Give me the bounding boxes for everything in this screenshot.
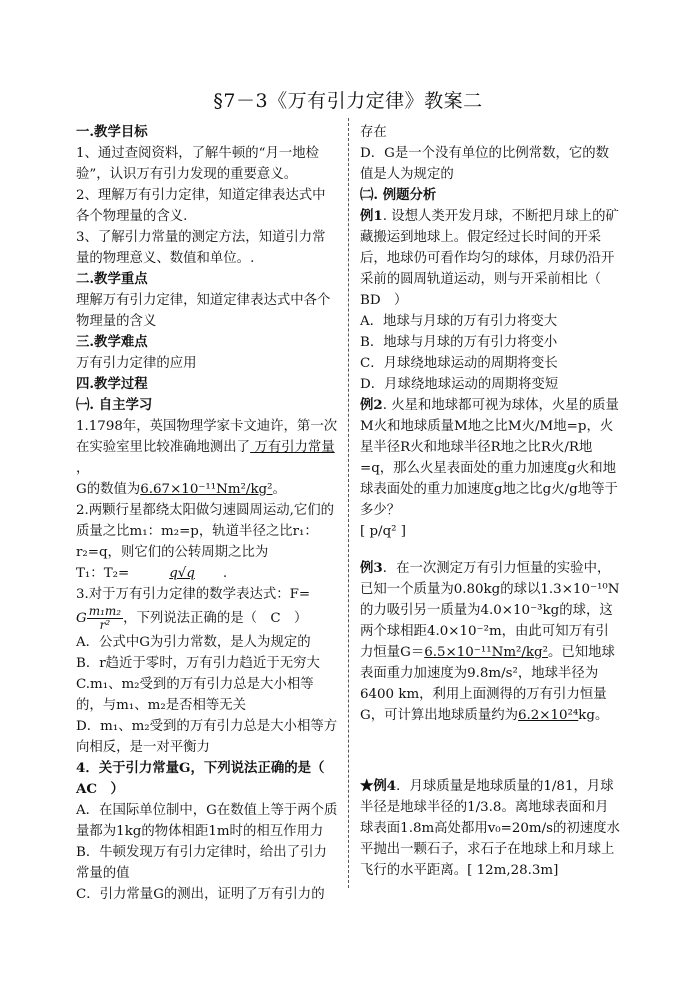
question-3: 3.对于万有引力定律的数学表达式：F= G $\frac{\text{m₁m₂}}{\text{r²}}$ ，下列说法正确的是（ C ）	[76, 587, 311, 632]
e1-option-c: C．月球绕地球运动的周期将变长	[360, 356, 558, 371]
q3-option-c: C.m₁、m₂受到的万有引力总是大小相等的，与m₁、m₂是否相等无关	[76, 677, 314, 713]
examples-heading: ㈡. 例题分析	[360, 187, 437, 203]
example-2: 例2. 火星和地球都可视为球体，火星的质量M火和地球质量M地之比M火/M地=p，火星半径R火和地球半径R地之比R火/R地=q，那么火星表面处的重力加速度g火和地球表面处的重力加速度g地之比g火/g地等于多少？	[360, 397, 619, 518]
e1-option-d: D．月球绕地球运动的周期将变短	[360, 377, 559, 392]
q3-option-b: B．r趋近于零时，万有引力趋近于无穷大	[76, 656, 320, 671]
objective-2: 2、理解万有引力定律，知道定律表达式中各个物理量的含义.	[76, 188, 326, 224]
column-divider	[348, 118, 349, 888]
page-title: §7－3《万有引力定律》教案二	[213, 90, 483, 112]
answer-blank: 6.2×10²⁴	[518, 708, 579, 723]
question-4: 4．关于引力常量G，下列说法正确的是（ AC ）	[76, 760, 338, 797]
answer-blank: 6.5×10⁻¹¹Nm²/kg²	[424, 645, 548, 660]
question-2: 2.两颗行星都绕太阳做匀速圆周运动,它们的质量之比m₁：m₂=p，轨道半径之比r₁：r₂=q，则它们的公转周期之比为 T₁：T₂= q√q .	[76, 503, 335, 581]
q4-option-c: C．引力常量G的测出，证明了万有引力的	[76, 887, 325, 902]
example-3: 例3．在一次测定万有引力恒量的实验中，已知一个质量为0.80kg的球以1.3×10⁻¹⁰N的力吸引另一质量为4.0×10⁻³kg的球，这两个球相距4.0×10⁻²m，由此可知万有引力恒量G＝6.5×10⁻¹¹Nm²/kg²。已知地球表面重力加速度为9.8m/s²，地球半径为6400 km，利用上面测得的万有引力恒量G，可计算出地球质量约为6.2×10²⁴kg。	[360, 560, 620, 723]
e1-option-b: B．地球与月球的万有引力将变小	[360, 335, 558, 350]
right-column	[360, 122, 620, 881]
key-points-body: 理解万有引力定律，知道定律表达式中各个物理量的含义	[76, 293, 331, 329]
example-1: 例1. 设想人类开发月球，不断把月球上的矿藏搬运到地球上。假定经过长时间的开采后，地球仍可看作均匀的球体，月球仍沿开采前的圆周轨道运动，则与开采前相比（ BD ）	[360, 208, 619, 308]
answer-blank: q√q	[169, 566, 195, 581]
answer-blank: 6.67×10⁻¹¹Nm²/kg²	[140, 482, 273, 497]
section-process-heading: 四.教学过程	[76, 376, 148, 392]
section-objectives-heading: 一.教学目标	[76, 124, 148, 140]
section-difficulty-heading: 三.教学难点	[76, 334, 148, 350]
question-1: 1.1798年，英国物理学家卡文迪许，第一次在实验室里比较准确地测出了 万有引力常量 ， G的数值为6.67×10⁻¹¹Nm²/kg²。	[76, 419, 338, 497]
objective-1: 1、通过查阅资料，了解牛顿的“月一地检验”，认识万有引力发现的重要意义。	[76, 146, 320, 182]
gravity-fraction: $\frac{\text{m₁m₂}}{\text{r²}}$	[88, 604, 122, 632]
left-column	[76, 122, 338, 905]
q4-option-c-cont: 存在	[360, 125, 387, 140]
q4-option-a: A．在国际单位制中，G在数值上等于两个质量都为1kg的物体相距1m时的相互作用力	[76, 803, 338, 839]
example-4: ★例4．月球质量是地球质量的1/81，月球半径是地球半径的1/3.8。离地球表面和月球表面1.8m高处都用v₀=20m/s的初速度水平抛出一颗石子，求石子在地球上和月球上飞行的水平距离。[ 12m,28.3m]	[360, 778, 620, 878]
q4-option-d: D．G是一个没有单位的比例常数，它的数值是人为规定的	[360, 146, 610, 182]
q3-option-a: A．公式中G为引力常数，是人为规定的	[76, 635, 311, 650]
difficulty-body: 万有引力定律的应用	[76, 356, 197, 371]
example-2-answer: [ p/q² ]	[360, 524, 406, 539]
objective-3: 3、了解引力常量的测定方法，知道引力常量的物理意义、数值和单位。.	[76, 230, 326, 266]
self-study-heading: ㈠. 自主学习	[76, 397, 153, 413]
q4-option-b: B．牛顿发现万有引力定律时，给出了引力常量的值	[76, 845, 327, 881]
q3-option-d: D．m₁、m₂受到的万有引力总是大小相等方向相反，是一对平衡力	[76, 719, 338, 755]
e1-option-a: A．地球与月球的万有引力将变大	[360, 314, 558, 329]
section-key-points-heading: 二.教学重点	[76, 271, 148, 287]
answer-blank: 万有引力常量	[250, 440, 335, 455]
